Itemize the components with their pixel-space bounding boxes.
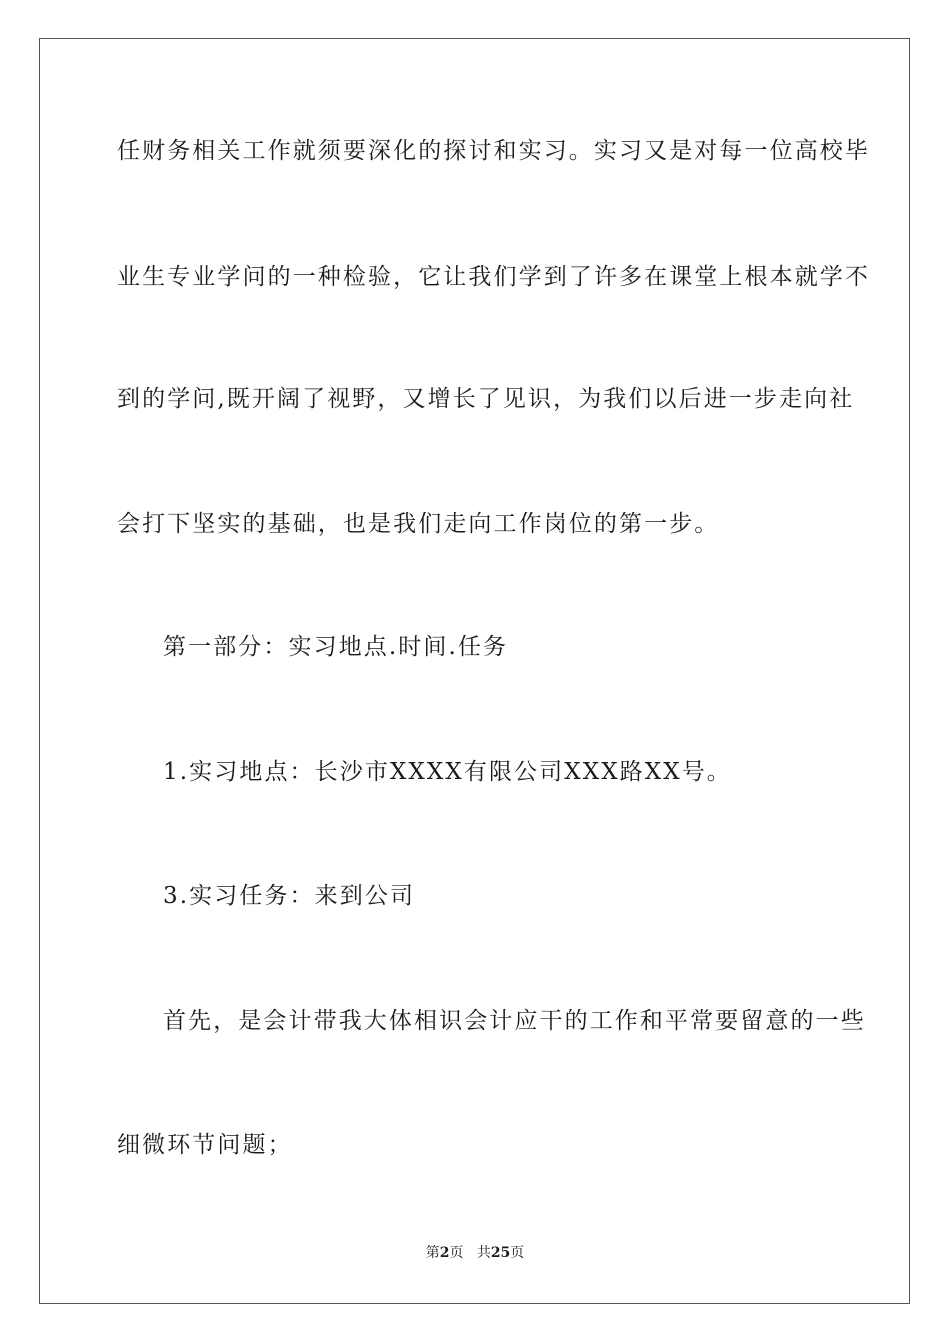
text-line-4: 会打下坚实的基础，也是我们走向工作岗位的第一步。 bbox=[117, 511, 720, 537]
text-line-8: 首先，是会计带我大体相识会计应干的工作和平常要留意的一些 bbox=[163, 1008, 866, 1034]
footer-page-prefix: 第 bbox=[425, 1245, 440, 1261]
footer-total-pages: 25 bbox=[490, 1245, 511, 1261]
section-heading: 第一部分：实习地点.时间.任务 bbox=[163, 634, 509, 660]
text-line-task: 3.实习任务：来到公司 bbox=[163, 883, 416, 909]
page-footer bbox=[0, 1244, 950, 1262]
text-line-1: 任财务相关工作就须要深化的探讨和实习。实习又是对每一位高校毕 bbox=[117, 138, 870, 164]
footer-total-suffix: 页 bbox=[510, 1245, 525, 1261]
footer-total-prefix: 共 bbox=[476, 1245, 491, 1261]
text-line-location: 1.实习地点：长沙市XXXX有限公司XXX路XX号。 bbox=[163, 759, 732, 785]
footer-page-number: 2 bbox=[439, 1245, 450, 1261]
page-frame bbox=[39, 38, 910, 1304]
text-line-3: 到的学问,既开阔了视野，又增长了见识，为我们以后进一步走向社 bbox=[117, 386, 855, 412]
text-line-9: 细微环节问题； bbox=[117, 1132, 293, 1158]
footer-page-suffix: 页 bbox=[449, 1245, 464, 1261]
text-line-2: 业生专业学问的一种检验，它让我们学到了许多在课堂上根本就学不 bbox=[117, 264, 870, 290]
